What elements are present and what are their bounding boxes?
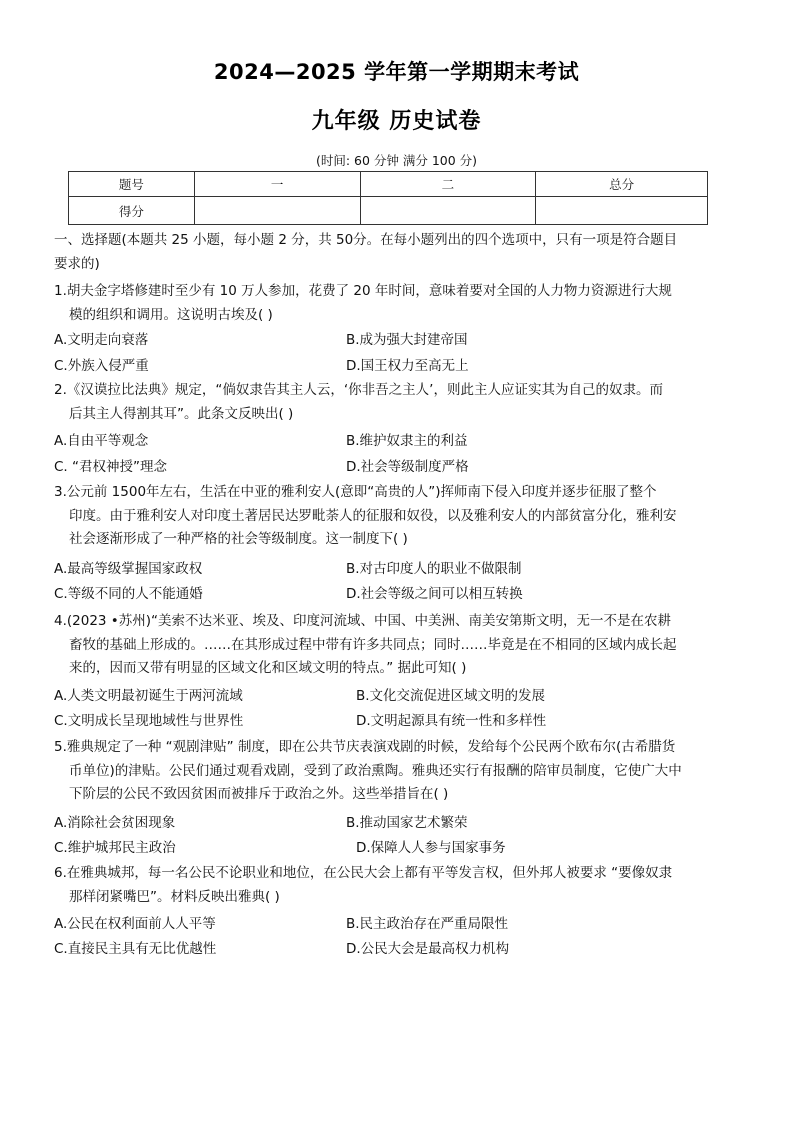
score-cell[interactable] [194,197,360,225]
q6-option-d[interactable]: D.公民大会是最高权力机构 [346,941,510,957]
score-cell[interactable] [360,197,536,225]
q3-option-a[interactable]: A.最高等级掌握国家政权 [54,561,203,577]
q4-option-d[interactable]: D.文明起源具有统一性和多样性 [356,713,547,729]
question-2: 2.《汉谟拉比法典》规定，“倘奴隶告其主人云，‘你非吾之主人’，则此主人应证实其为自己的奴隶。而 后其主人得割其耳”。此条文反映出( ) [54,382,663,422]
score-header-cell: 一 [194,172,360,197]
q2-option-a[interactable]: A.自由平等观念 [54,433,149,449]
exam-time-info: (时间: 60 分钟 满分 100 分) [315,153,478,168]
q3-option-b[interactable]: B.对古印度人的职业不做限制 [346,561,522,577]
score-header-cell: 总分 [536,172,708,197]
question-1: 1.胡夫金字塔修建时至少有 10 万人参加，花费了 20 年时间，意味着要对全国的人力物力资源进行大规 模的组织和调用。这说明古埃及( ) [54,283,672,323]
q5-option-d[interactable]: D.保障人人参与国家事务 [356,840,506,856]
q1-option-b[interactable]: B.成为强大封建帝国 [346,332,468,348]
q5-option-a[interactable]: A.消除社会贫困现象 [54,815,176,831]
score-table-header-row [69,172,708,197]
exam-title: 2024—2025 学年第一学期期末考试 [213,60,580,84]
score-table [68,171,708,225]
q3-option-d[interactable]: D.社会等级之间可以相互转换 [346,586,523,602]
score-cell[interactable] [536,197,708,225]
score-header-cell: 二 [360,172,536,197]
q4-option-b[interactable]: B.文化交流促进区域文明的发展 [356,688,546,704]
question-3: 3.公元前 1500年左右，生活在中亚的雅利安人(意即“高贵的人”)挥师南下侵入印度并逐步征服了整个 印度。由于雅利安人对印度土著居民达罗毗荼人的征服和奴役，以及雅利安人的内部贫富分化，雅利安 社会逐渐形成了一种严格的社会等级制度。这一制度下( ) [54,484,677,547]
score-header-cell: 题号 [69,172,195,197]
q2-option-d[interactable]: D.社会等级制度严格 [346,459,469,475]
q5-option-b[interactable]: B.推动国家艺术繁荣 [346,815,468,831]
q5-option-c[interactable]: C.维护城邦民主政治 [54,840,176,856]
q2-option-c[interactable]: C. “君权神授”理念 [54,459,167,475]
q6-option-a[interactable]: A.公民在权利面前人人平等 [54,916,216,932]
exam-subtitle: 九年级 历史试卷 [311,109,482,134]
question-4: 4.(2023 •苏州)“美索不达米亚、埃及、印度河流域、中国、中美洲、南美安第斯文明，无一不是在农耕 畜牧的基础上形成的。……在其形成过程中带有许多共同点；同时……毕竟是在不相同的区域内成长起 来的，因而又带有明显的区域文化和区域文明的特点。” 据此可知( ) [54,613,677,676]
q1-option-c[interactable]: C.外族入侵严重 [54,358,149,374]
q6-option-b[interactable]: B.民主政治存在严重局限性 [346,916,509,932]
q2-option-b[interactable]: B.维护奴隶主的利益 [346,433,468,449]
score-row-label: 得分 [69,197,195,225]
score-table-score-row [69,197,708,225]
q4-option-c[interactable]: C.文明成长呈现地域性与世界性 [54,713,244,729]
q6-option-c[interactable]: C.直接民主具有无比优越性 [54,941,217,957]
q1-option-d[interactable]: D.国王权力至高无上 [346,358,469,374]
question-6: 6.在雅典城邦，每一名公民不论职业和地位，在公民大会上都有平等发言权，但外邦人被要求 “要像奴隶 那样闭紧嘴巴”。材料反映出雅典( ) [54,865,673,905]
q4-option-a[interactable]: A.人类文明最初诞生于两河流域 [54,688,243,704]
q3-option-c[interactable]: C.等级不同的人不能通婚 [54,586,203,602]
section-intro: 一、选择题(本题共 25 小题，每小题 2 分，共 50分。在每小题列出的四个选项中，只有一项是符合题目 要求的) [54,232,678,272]
q1-option-a[interactable]: A.文明走向衰落 [54,332,149,348]
question-5: 5.雅典规定了一种 “观剧津贴” 制度，即在公共节庆表演戏剧的时候，发给每个公民两个欧布尔(古希腊货 币单位)的津贴。公民们通过观看戏剧，受到了政治熏陶。雅典还实行有报酬的陪审员制度，它使广大中 下阶层的公民不致因贫困而被排斥于政治之外。这些举措旨在( ) [54,739,682,802]
